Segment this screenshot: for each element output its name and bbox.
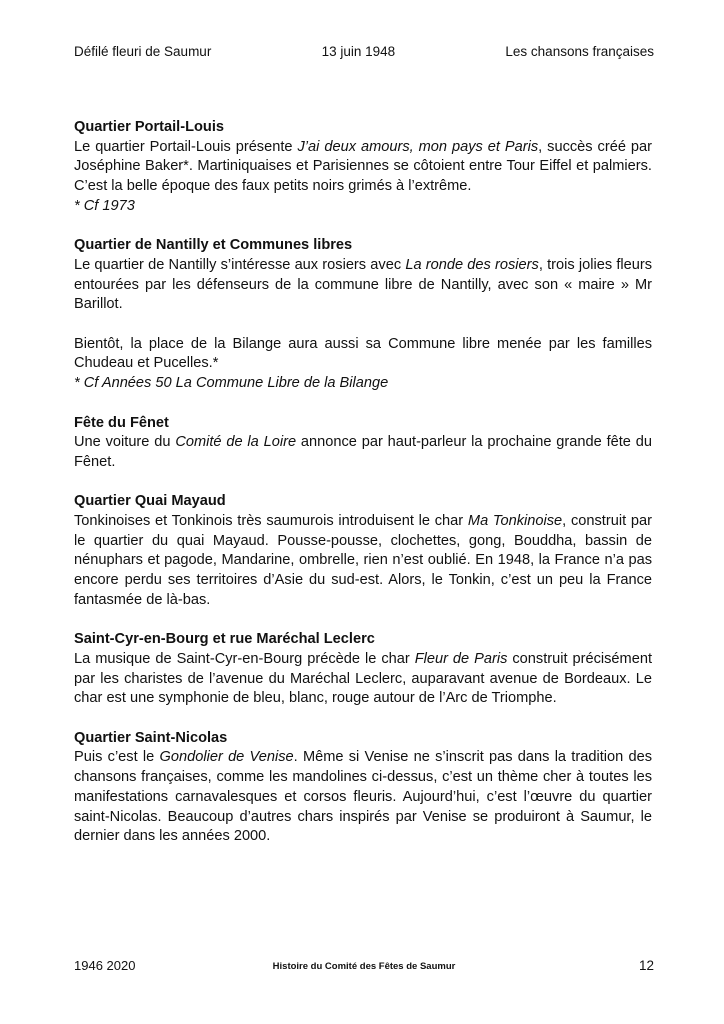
header-event: Défilé fleuri de Saumur — [74, 44, 212, 59]
section-paragraph — [74, 650, 652, 709]
section-heading: Quartier Portail-Louis — [74, 119, 225, 135]
section-paragraph — [74, 433, 652, 472]
footer-book-title: Histoire du Comité des Fêtes de Saumur — [272, 961, 456, 972]
header-date: 13 juin 1948 — [321, 44, 396, 59]
song-title: Ma Tonkinoise — [467, 513, 563, 529]
page-body — [74, 118, 652, 867]
text-run: , succès créé par Joséphine Baker*. Martiniquaises et Parisiennes se côtoient entre Tour Eiffel et palmiers. C’est la belle époque des faux petits noirs grimés à l’extrême. — [74, 138, 652, 195]
section-paragraph: Bientôt, la place de la Bilange aura aussi sa Commune libre menée par les familles Chudeau et Pucelles.* — [74, 335, 652, 372]
footnote: * Cf Années 50 La Commune Libre de la Bilange — [74, 375, 389, 392]
section-paragraph — [74, 748, 652, 847]
song-title: J’ai deux amours, mon pays et Paris — [297, 138, 539, 155]
song-title: Gondolier de Venise — [159, 749, 294, 766]
song-title: Fleur de Paris — [414, 650, 508, 667]
text-run: Une voiture du — [74, 434, 176, 451]
text-run: Le quartier de Nantilly s’intéresse aux rosiers avec — [74, 256, 406, 273]
section-saint-nicolas — [74, 729, 652, 847]
committee-name: Comité de la Loire — [175, 434, 297, 451]
song-title: La ronde des rosiers — [405, 256, 539, 273]
section-portail-louis — [74, 118, 652, 217]
text-run: . Même si Venise ne s’inscrit pas dans la tradition des chansons françaises, comme les mandolines ci-dessus, c’est un thème cher à toutes les manifestations carnavalesques et corsos fleuris. Aujourd’hui, c’est l’œuvre du quartier saint-Nicolas. Beaucoup d’autres chars inspirés par Venise se produiront à Saumur, le dernier dans les années 2000. — [74, 749, 653, 845]
footer-years: 1946 2020 — [74, 958, 136, 973]
text-run: , construit par le quartier du quai Mayaud. Pousse-pousse, clochettes, gong, Bouddha, bassin de nénuphars et pagode, Mandarine, ombrelle, rien n’est oublié. En 1948, la France n’a pas encore perdu ses territoires d’Asie du sud-est. Alors, le Tonkin, c’est un peu la France fantasmée de là-bas. — [74, 513, 652, 608]
page-header — [74, 44, 654, 59]
section-paragraph — [74, 512, 652, 611]
footnote: * Cf 1973 — [74, 197, 135, 214]
text-run: Puis c’est le — [74, 749, 160, 766]
section-quai-mayaud — [74, 492, 652, 610]
section-nantilly — [74, 236, 652, 394]
header-chapter: Les chansons françaises — [505, 44, 654, 59]
page-footer — [74, 958, 654, 978]
section-paragraph — [74, 138, 652, 197]
section-heading: Quartier de Nantilly et Communes libres — [74, 237, 353, 254]
text-run: La musique de Saint-Cyr-en-Bourg précède le char — [74, 650, 415, 667]
section-heading: Saint-Cyr-en-Bourg et rue Maréchal Leclerc — [74, 631, 375, 648]
text-run: annonce par haut-parleur la prochaine grande fête du Fênet. — [74, 434, 652, 470]
text-run: Tonkinoises et Tonkinois très saumurois introduisent le char — [74, 513, 468, 529]
text-run: construit précisément par les charistes de l’avenue du Maréchal Leclerc, auparavant avenue de Bordeaux. Le char est une symphonie de bleu, blanc, rouge autour de l’Arc de Triomphe. — [74, 650, 652, 707]
section-heading: Quartier Quai Mayaud — [74, 493, 226, 510]
page-number: 12 — [638, 958, 654, 973]
section-heading: Quartier Saint-Nicolas — [74, 729, 228, 746]
text-run: Le quartier Portail-Louis présente — [74, 138, 298, 155]
section-fete-du-fenet — [74, 414, 652, 473]
section-paragraph — [74, 256, 652, 315]
section-saint-cyr — [74, 630, 652, 709]
text-run: , trois jolies fleurs entourées par les défenseurs de la commune libre de Nantilly, avec son « maire » Mr Barillot. — [74, 256, 653, 313]
section-heading: Fête du Fênet — [74, 414, 169, 431]
